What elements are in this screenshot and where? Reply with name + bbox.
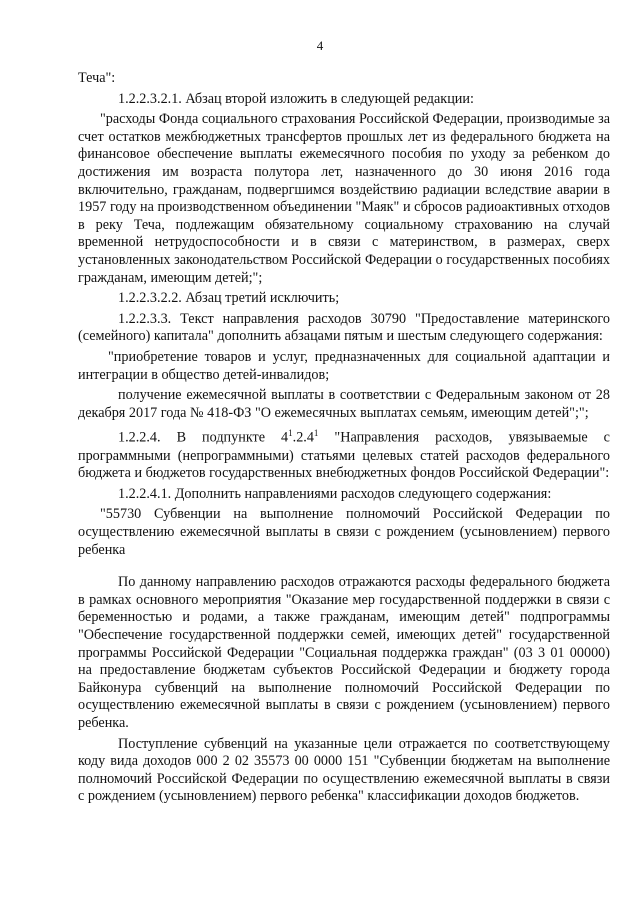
superscript: 1 [288,428,293,439]
paragraph-monthly-payment: получение ежемесячной выплаты в соответствии с Федеральным законом от 28 декабря 2017 года № 418-ФЗ "О ежемесячных выплатах семьям, имеющим детей";"; [78,387,610,421]
document-body [78,70,610,809]
paragraph-1-2-2-4-rest: "Направления расходов, увязываемые с программными (непрограммными) статьями целевых статей расходов федерального бюджета и бюджетов государственных внебюджетных фондов Российской Федерации": [78,430,610,482]
paragraph-1-2-2-3-2-1: 1.2.2.3.2.1. Абзац второй изложить в следующей редакции: [118,90,474,107]
paragraph-1-2-2-4 [78,425,610,483]
paragraph-1-2-2-4-1: 1.2.2.4.1. Дополнить направлениями расходов следующего содержания: [118,485,552,502]
paragraph-1-2-2-3-3: 1.2.2.3.3. Текст направления расходов 30790 "Предоставление материнского (семейного) капитала" дополнить абзацами пятым и шестым следующего содержания: [78,310,610,345]
paragraph-55730-title: "55730 Субвенции на выполнение полномочий Российской Федерации по осуществлению ежемесячной выплаты в связи с рождением (усыновлением) первого ребенка [78,506,610,558]
superscript: 1 [313,428,319,439]
paragraph-quoted-goods-services: "приобретение товаров и услуг, предназначенных для социальной адаптации и интеграции в общество детей-инвалидов; [78,348,610,383]
paragraph-1-2-2-3-2-2: 1.2.2.3.2.2. Абзац третий исключить; [118,290,340,307]
paragraph-quoted-fss-expenses: "расходы Фонда социального страхования Российской Федерации, производимые за счет остатков межбюджетных трансфертов прошлых лет из федерального бюджета на финансовое обеспечение выплаты ежемесячного пособия по уходу за ребенком до достижения им возраста полутора лет, назначенного до 30 июня 2016 года включительно, гражданам, подвергшимся воздействию радиации вследствие аварии в 1957 году на производственном объединении "Маяк" и сбросов радиоактивных отходов в реку Теча, подлежащим обязательному социальному страхованию на случай временной нетрудоспособности и в связи с материнством, в размерах, сверх установленных законодательством Российской Федерации о государственных пособиях гражданам, имеющим детей;"; [78,111,610,286]
page-number: 4 [316,38,324,53]
paragraph-tail-techa: Теча": [78,70,116,86]
paragraph-1-2-2-4-lead: 1.2.2.4. В подпункте 4 [118,430,289,447]
paragraph-revenue-code: Поступление субвенций на указанные цели отражается по соответствующему коду вида доходов 000 2 02 35573 00 0000 151 "Субвенции бюджетам на выполнение полномочий Российской Федерации по осуществлению ежемесячной выплаты в связи с рождением (усыновлением) первого ребенка" классификации доходов бюджетов. [78,735,610,805]
paragraph-1-2-2-4-mid: .2.4 [292,430,314,447]
paragraph-expenses-description: По данному направлению расходов отражаются расходы федерального бюджета в рамках основного мероприятия "Оказание мер государственной поддержки в связи с беременностью и родами, а также гражданам, имеющим детей" подпрограммы "Обеспечение государственной поддержки семей, имеющих детей" государственной программы Российской Федерации "Социальная поддержка граждан" (03 3 01 00000) на предоставление бюджетам субъектов Российской Федерации и бюджету города Байконура субвенций на выполнение полномочий Российской Федерации по осуществлению ежемесячной выплаты в связи с рождением (усыновлением) первого ребенка. [78,574,610,731]
